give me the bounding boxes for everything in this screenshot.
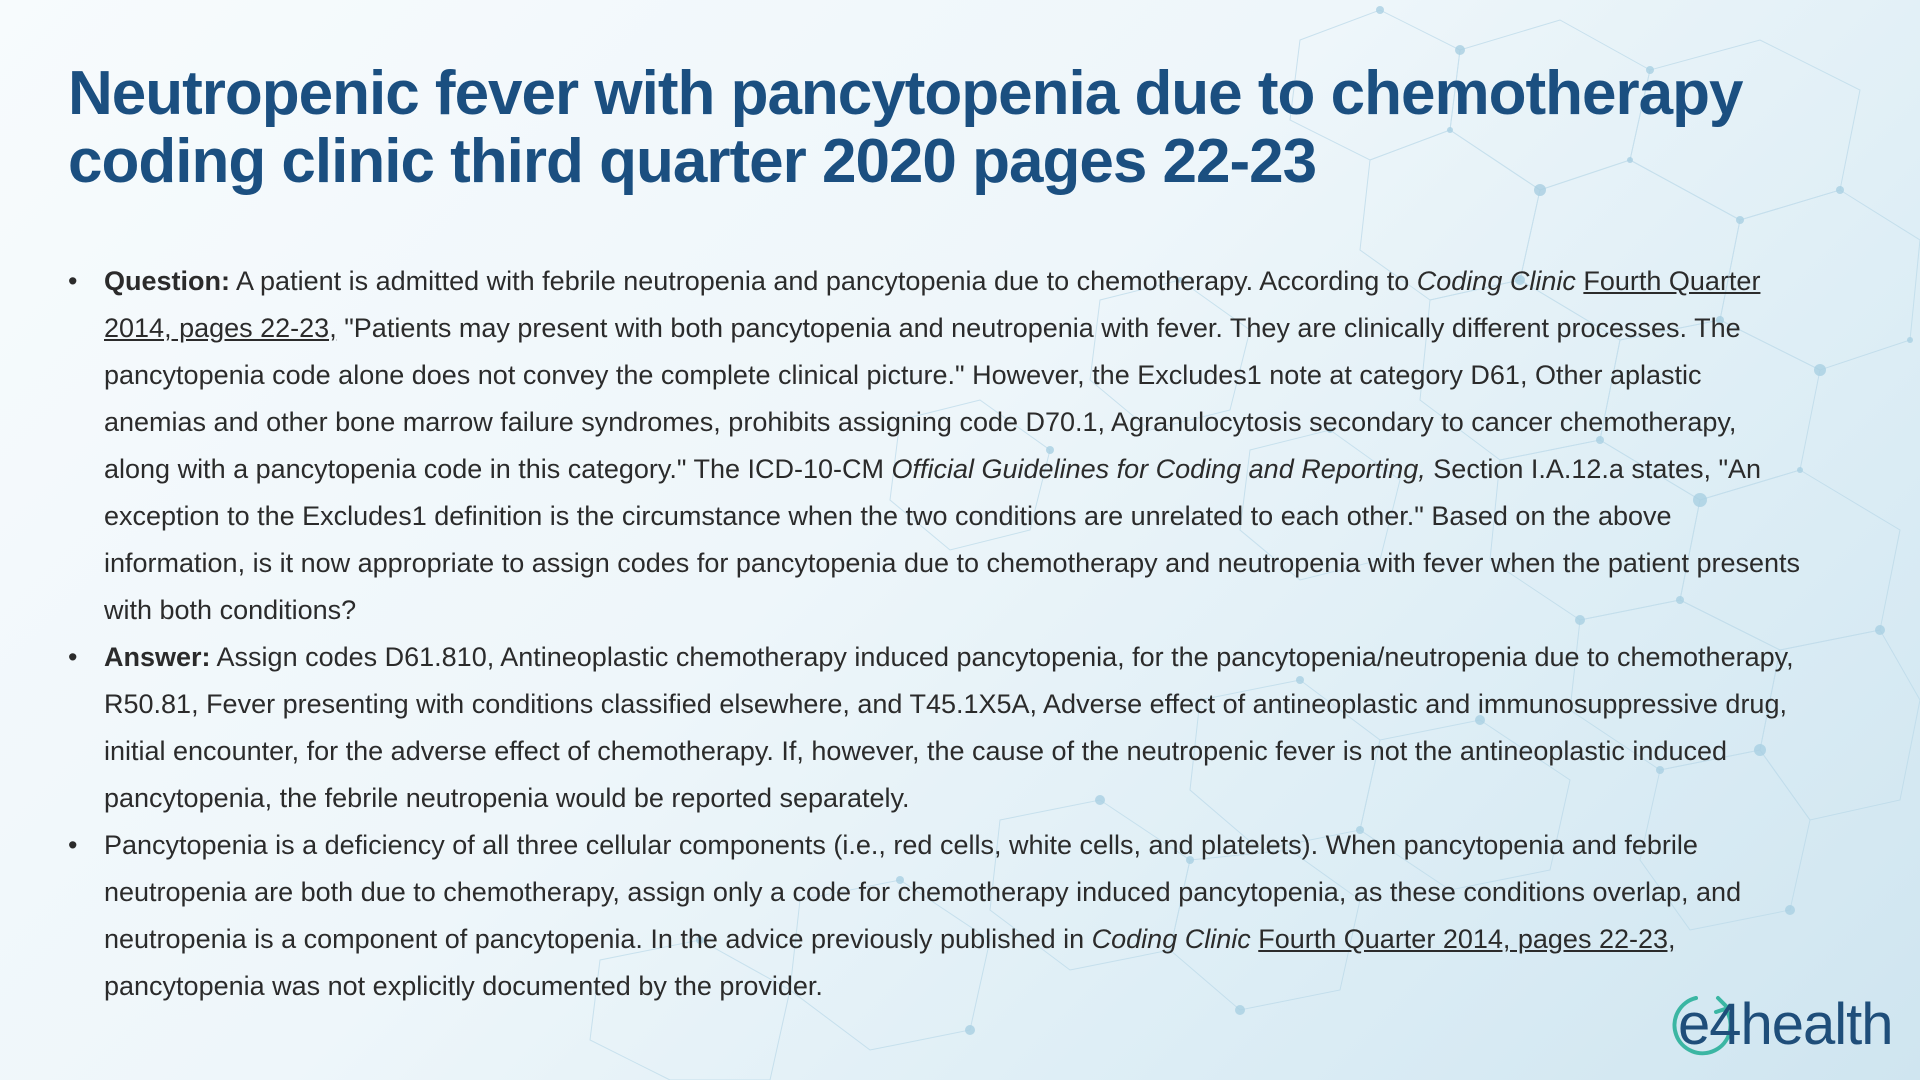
official-guidelines-citation: Official Guidelines for Coding and Reporting, [891, 454, 1426, 484]
bullet-question [68, 258, 1808, 634]
reference-link-fourth-quarter-2014[interactable]: Fourth Quarter 2014, pages 22-23, [104, 266, 1761, 343]
question-label: Question: [104, 266, 230, 296]
slide-title-line-1: Neutropenic fever with pancytopenia due to chemotherapy [68, 59, 1743, 128]
note-text-2: pancytopenia was not explicitly documented by the provider. [104, 971, 823, 1001]
reference-link-fourth-quarter-2014[interactable]: Fourth Quarter 2014, pages 22-23, [1258, 924, 1676, 954]
answer-label: Answer: [104, 642, 211, 672]
bullet-answer [68, 634, 1808, 822]
bullet-marker: • [68, 642, 78, 672]
coding-clinic-citation: Coding Clinic [1416, 266, 1576, 296]
question-text-3: Section I.A.12.a states, "An exception to the Excludes1 definition is the circumstance when the two conditions are unrelated to each other." Based on the above information, is it now appropriate to assign codes for pancytopenia due to chemotherapy and neutropenia with fever when the patient presents with both conditions? [104, 454, 1801, 625]
logo-wordmark: e4health [1678, 992, 1893, 1057]
slide-title-line-2: coding clinic third quarter 2020 pages 22-23 [68, 127, 1317, 196]
question-text-1: A patient is admitted with febrile neutropenia and pancytopenia due to chemotherapy. According to [230, 266, 1417, 296]
answer-text: Assign codes D61.810, Antineoplastic chemotherapy induced pancytopenia, for the pancytopenia/neutropenia due to chemotherapy, R50.81, Fever presenting with conditions classified elsewhere, and T45.1X5A, Adverse effect of antineoplastic and immunosuppressive drug, initial encounter, for the adverse effect of chemotherapy. If, however, the cause of the neutropenic fever is not the antineoplastic induced pancytopenia, the febrile neutropenia would be reported separately. [104, 642, 1794, 813]
question-text-2: "Patients may present with both pancytopenia and neutropenia with fever. They are clinically different processes. The pancytopenia code alone does not convey the complete clinical picture." However, the Excludes1 note at category D61, Other aplastic anemias and other bone marrow failure syndromes, prohibits assigning code D70.1, Agranulocytosis secondary to cancer chemotherapy, along with a pancytopenia code in this category." The ICD-10-CM [104, 313, 1741, 484]
slide-title [68, 60, 1868, 196]
coding-clinic-citation: Coding Clinic [1091, 924, 1251, 954]
bullet-marker: • [68, 830, 78, 860]
note-text-1: Pancytopenia is a deficiency of all three cellular components (i.e., red cells, white cells, and platelets). When pancytopenia and febrile neutropenia are both due to chemotherapy, assign only a code for chemotherapy induced pancytopenia, as these conditions overlap, and neutropenia is a component of pancytopenia. In the advice previously published in [104, 830, 1742, 954]
e4health-logo [1666, 990, 1896, 1062]
bullet-pancytopenia-note [68, 822, 1808, 1010]
bullet-marker: • [68, 266, 78, 296]
bullet-list [68, 258, 1808, 1010]
